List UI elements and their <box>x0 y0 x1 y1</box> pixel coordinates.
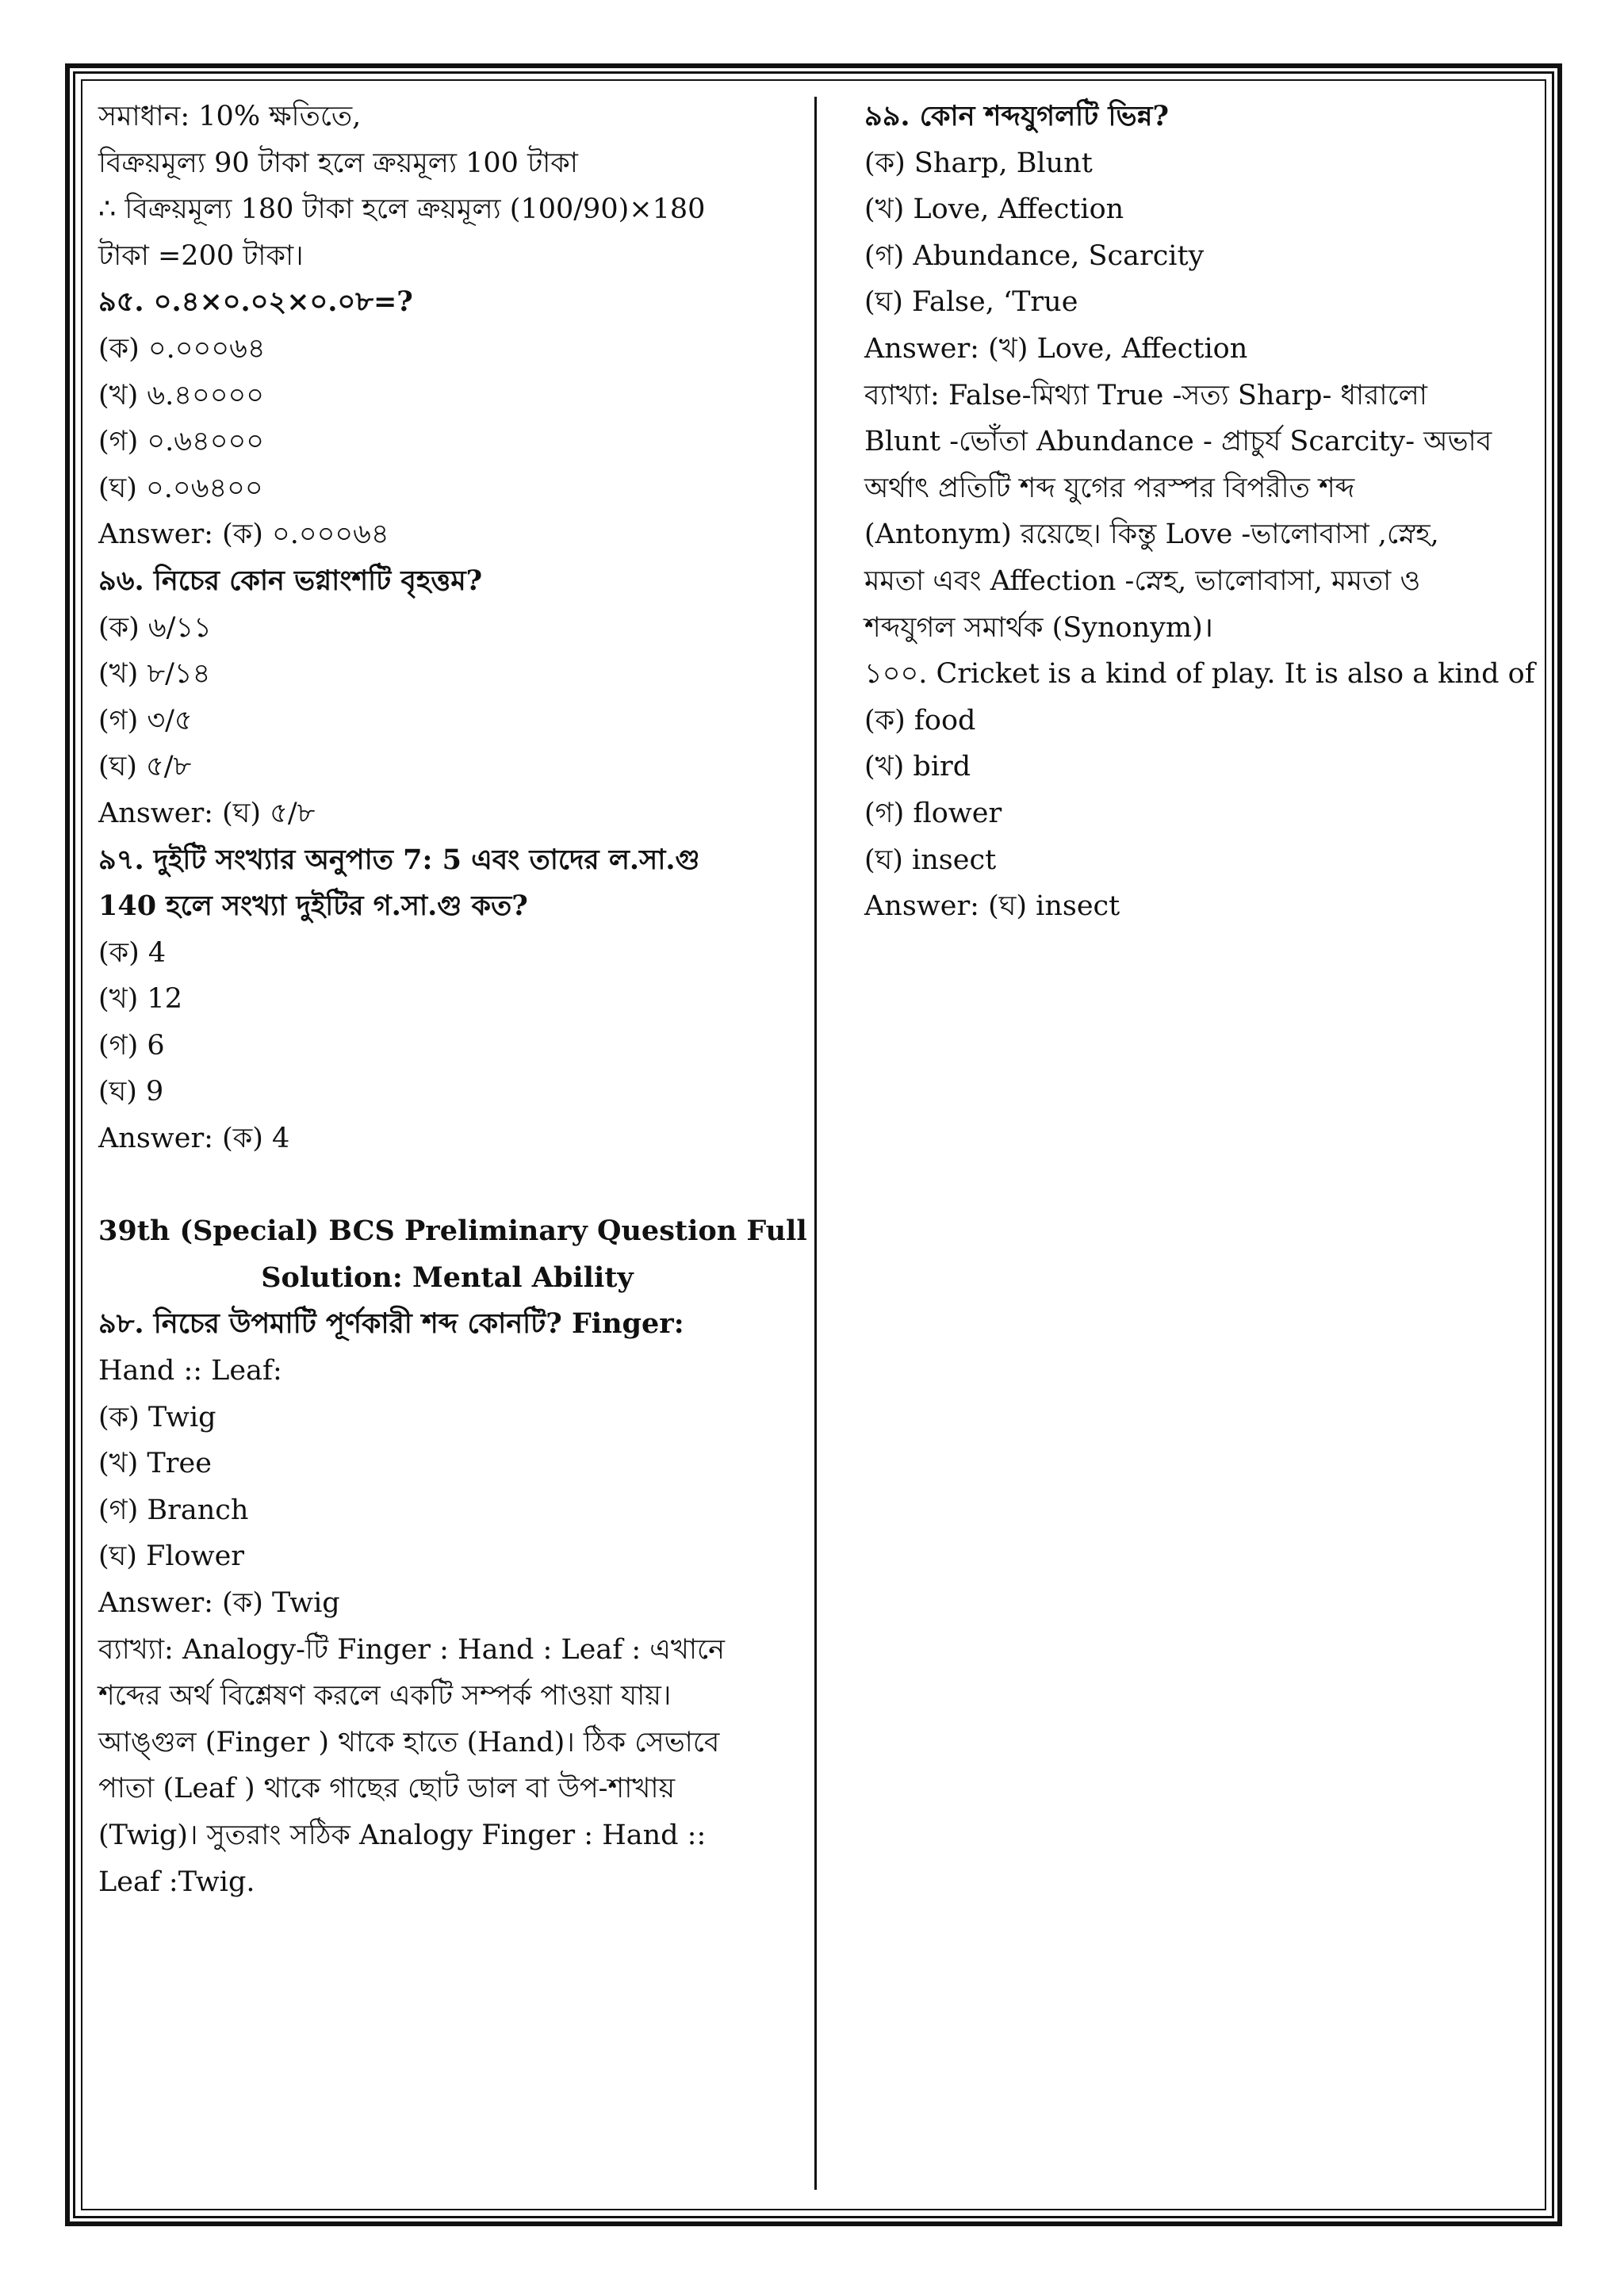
answer: Answer: (খ) Love, Affection <box>864 332 1248 365</box>
solution-line: বিক্রয়মূল্য 90 টাকা হলে ক্রয়মূল্য 100 টাকা <box>98 147 578 179</box>
option: (ঘ) insect <box>864 844 997 876</box>
heading-line: 39th (Special) BCS Preliminary Question Full <box>98 1215 807 1248</box>
option: (খ) ৬.৪০০০০ <box>98 379 265 411</box>
answer: Answer: (ক) ০.০০০৬৪ <box>98 519 389 551</box>
question-97 <box>98 837 796 1162</box>
question-text: ৯৯. কোন শব্দযুগলটি ভিন্ন? <box>864 100 1170 132</box>
answer: Answer: (ঘ) insect <box>864 890 1120 923</box>
question-96 <box>98 558 796 837</box>
explanation-line: শব্দযুগল সমার্থক (Synonym)। <box>864 611 1214 644</box>
option: (ক) food <box>864 704 976 737</box>
option: (ঘ) ০.০৬৪০০ <box>98 472 263 504</box>
explanation-line: ব্যাখ্যা: Analogy-টি Finger : Hand : Leaf : এখানে <box>98 1633 725 1666</box>
option: (ঘ) False, ‘True <box>864 286 1078 319</box>
option: (ক) Twig <box>98 1401 216 1433</box>
option: (ক) Sharp, Blunt <box>864 147 1093 179</box>
option: (গ) flower <box>864 797 1002 829</box>
spacer <box>98 1162 796 1209</box>
question-text: Hand :: Leaf: <box>98 1355 282 1387</box>
explanation-line: আঙ্গুল (Finger ) থাকে হাতে (Hand)। ঠিক সেভাবে <box>98 1726 720 1758</box>
option: (গ) Abundance, Scarcity <box>864 239 1205 272</box>
option: (ক) ৬/১১ <box>98 611 212 644</box>
solution-block <box>98 94 796 279</box>
question-99 <box>864 94 1530 651</box>
explanation-line: Blunt -ভোঁতা Abundance - প্রাচুর্য Scarcity- অভাব <box>864 426 1492 458</box>
column-divider <box>814 97 817 2190</box>
option: (খ) Love, Affection <box>864 193 1124 226</box>
answer: Answer: (ঘ) ৫/৮ <box>98 797 316 829</box>
option: (ঘ) Flower <box>98 1540 245 1573</box>
option: (ক) ০.০০০৬৪ <box>98 332 266 365</box>
heading-line: Solution: Mental Ability <box>261 1261 634 1294</box>
solution-line: সমাধান: 10% ক্ষতিতে, <box>98 101 362 132</box>
question-text: ৯৫. ০.৪×০.০২×০.০৮=? <box>98 285 413 319</box>
solution-line: টাকা =200 টাকা। <box>98 239 304 272</box>
answer: Answer: (ক) 4 <box>98 1123 290 1155</box>
explanation-line: (Antonym) রয়েছে। কিন্তু Love -ভালোবাসা ,স্নেহ, <box>864 519 1439 551</box>
option: (ঘ) ৫/৮ <box>98 751 192 783</box>
question-text: ৯৮. নিচের উপমাটি পূর্ণকারী শব্দ কোনটি? Finger: <box>98 1307 684 1341</box>
question-text: ১০০. Cricket is a kind of play. It is also a kind of <box>864 658 1535 691</box>
option: (গ) ০.৬৪০০০ <box>98 426 264 458</box>
question-98 <box>98 1301 796 1905</box>
option: (ঘ) 9 <box>98 1076 164 1108</box>
question-text: ৯৭. দুইটি সংখ্যার অনুপাত 7: 5 এবং তাদের ল.সা.গু <box>98 843 700 876</box>
answer: Answer: (ক) Twig <box>98 1587 340 1619</box>
explanation-line: Leaf :Twig. <box>98 1866 255 1898</box>
explanation-line: অর্থাৎ প্রতিটি শব্দ যুগের পরস্পর বিপরীত শব্দ <box>864 472 1355 504</box>
option: (খ) 12 <box>98 983 182 1016</box>
option: (গ) 6 <box>98 1029 165 1062</box>
explanation-line: ব্যাখ্যা: False-মিথ্যা True -সত্য Sharp- ধারালো <box>864 379 1427 411</box>
explanation-line: পাতা (Leaf ) থাকে গাছের ছোট ডাল বা উপ-শাখায় <box>98 1773 676 1805</box>
left-column <box>98 94 807 1905</box>
question-95 <box>98 279 796 558</box>
question-text: ৯৬. নিচের কোন ভগ্নাংশটি বৃহত্তম? <box>98 564 483 597</box>
option: (খ) Tree <box>98 1448 212 1480</box>
option: (খ) bird <box>864 751 971 783</box>
section-heading <box>98 1208 807 1301</box>
right-column <box>864 94 1535 930</box>
option: (গ) ৩/৫ <box>98 704 193 737</box>
question-100 <box>864 651 1535 930</box>
explanation-line: মমতা এবং Affection -স্নেহ, ভালোবাসা, মমতা ও <box>864 564 1421 597</box>
option: (ক) 4 <box>98 936 167 969</box>
explanation-line: শব্দের অর্থ বিশ্লেষণ করলে একটি সম্পর্ক পাওয়া যায়। <box>98 1680 672 1712</box>
question-text: 140 হলে সংখ্যা দুইটির গ.সা.গু কত? <box>98 890 528 923</box>
option: (খ) ৮/১৪ <box>98 658 211 691</box>
option: (গ) Branch <box>98 1494 249 1526</box>
solution-line: ∴ বিক্রয়মূল্য 180 টাকা হলে ক্রয়মূল্য (100/90)×180 <box>98 193 706 226</box>
explanation-line: (Twig)। সুতরাং সঠিক Analogy Finger : Hand :: <box>98 1819 707 1851</box>
